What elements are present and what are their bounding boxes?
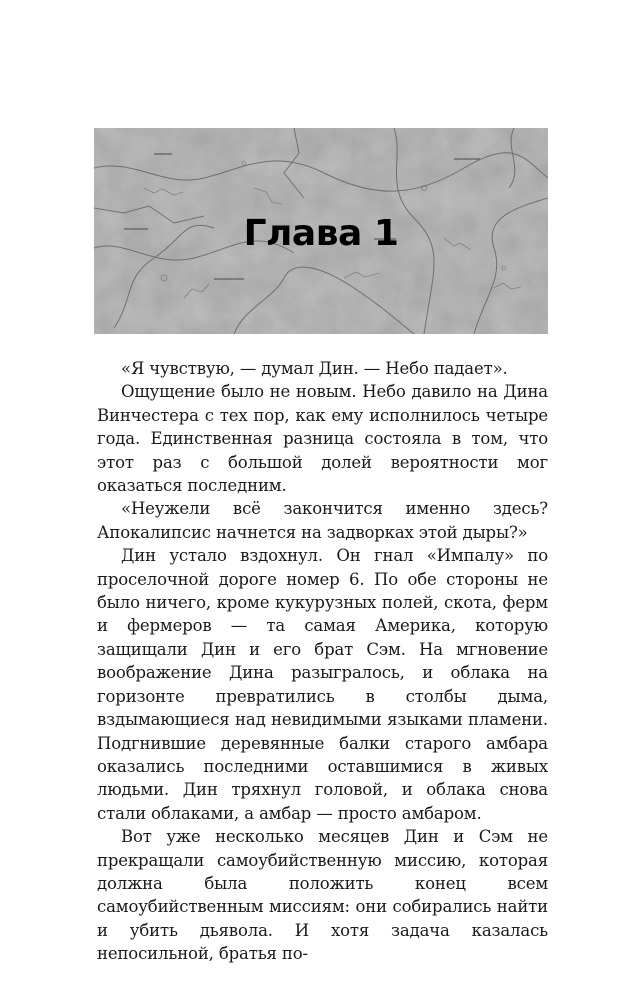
paragraph: Ощущение было не новым. Небо давило на Дина Винчестера с тех пор, как ему исполнилось четыре года. Единственная разница состояла в том, что этот раз с большой долей вероятности мог оказаться последним. xyxy=(97,382,548,496)
chapter-text xyxy=(97,357,548,966)
chapter-banner xyxy=(94,128,548,334)
chapter-title: Глава 1 xyxy=(243,212,399,254)
paragraph: «Неужели всё закончится именно здесь? Апокалипсис начнется на задворках этой дыры?» xyxy=(97,499,548,542)
paragraph: «Я чувствую, — думал Дин. — Небо падает». xyxy=(121,359,508,378)
paragraph: Дин устало вздохнул. Он гнал «Импалу» по проселочной дороге номер 6. По обе стороны не было ничего, кроме кукурузных полей, скота, ферм и фермеров — та самая Америка, которую защищали Дин и его брат Сэм. На мгновение воображение Дина разыгралось, и облака на горизонте превратились в столбы дыма, вздымающиеся над невидимыми языками пламени. Подгнившие деревянные балки старого амбара оказались последними оставшимися в живых людьми. Дин тряхнул головой, и облака снова стали облаками, а амбар — просто амбаром. xyxy=(97,546,548,823)
paragraph: Вот уже несколько месяцев Дин и Сэм не прекращали самоубийственную миссию, которая должна была положить конец всем самоубийственным миссиям: они собирались найти и убить дьявола. И хотя задача казалась непосильной, братья по- xyxy=(97,827,548,964)
